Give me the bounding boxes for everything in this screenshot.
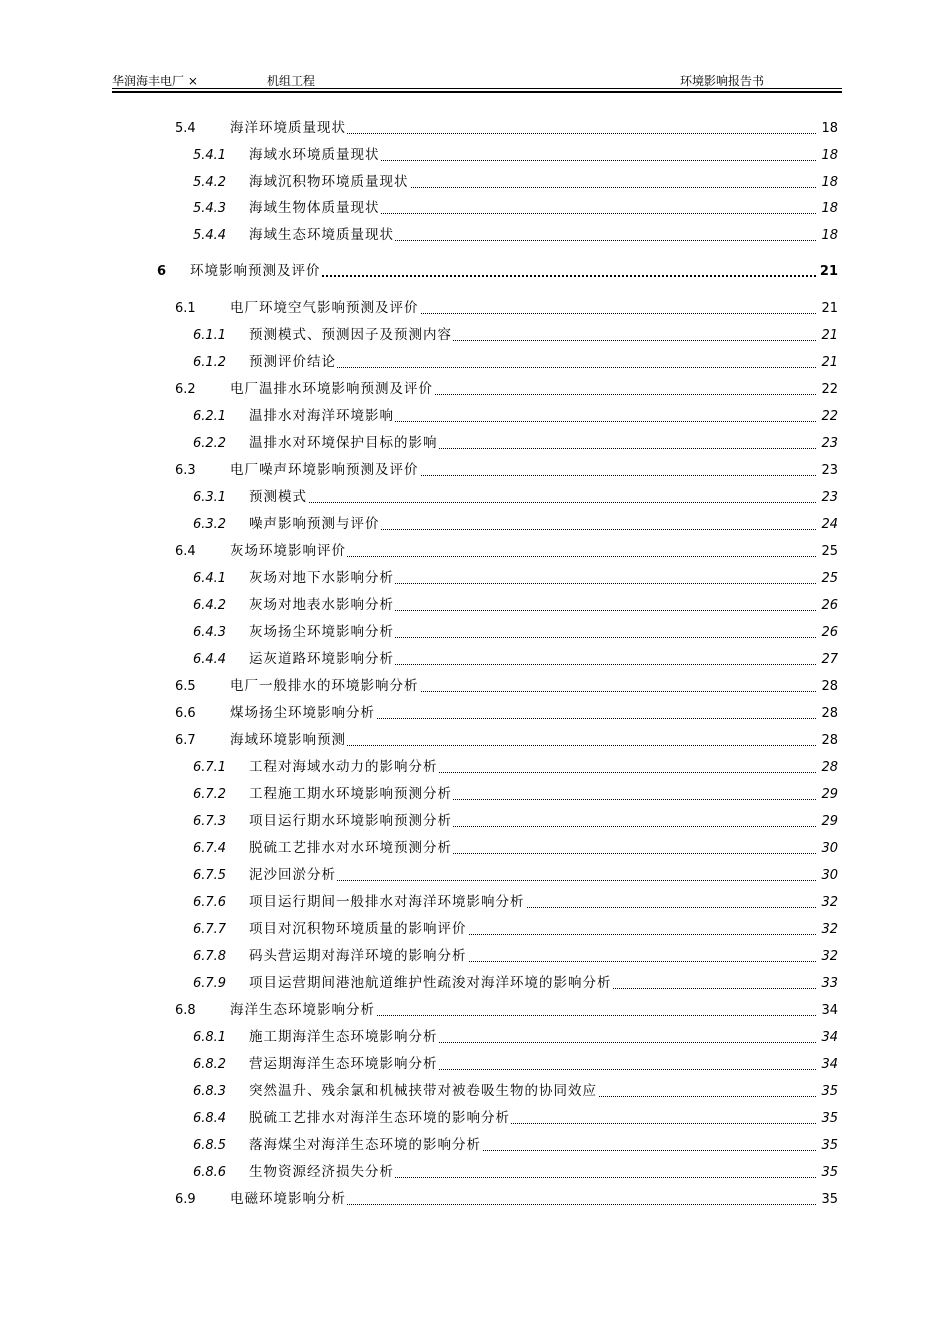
- toc-entry-page: 33: [821, 976, 838, 991]
- toc-entry-page: 25: [821, 571, 838, 586]
- toc-entry-number: 6.7.5: [193, 868, 227, 883]
- toc-entry-number: 6.7.3: [193, 814, 227, 829]
- toc-entry-number: 5.4.2: [193, 175, 227, 190]
- toc-entry-title: 电厂环境空气影响预测及评价: [230, 296, 420, 316]
- toc-entry-title: 噪声影响预测与评价: [249, 512, 381, 532]
- toc-entry-page: 35: [821, 1111, 838, 1126]
- toc-leader-dots: [249, 502, 816, 503]
- toc-entry-page: 23: [821, 463, 838, 478]
- toc-entry-number: 6.3.2: [193, 517, 227, 532]
- toc-entry-number: 6.4.4: [193, 652, 227, 667]
- toc-entry-page: 35: [821, 1084, 838, 1099]
- toc-entry[interactable]: [150, 890, 838, 912]
- toc-entry[interactable]: [150, 431, 838, 453]
- toc-entry-title: 煤场扬尘环境影响分析: [230, 701, 376, 721]
- toc-entry-page: 21: [821, 301, 838, 316]
- toc-entry[interactable]: [150, 223, 838, 245]
- toc-entry[interactable]: [150, 458, 838, 480]
- toc-entry-number: 6.7.9: [193, 976, 227, 991]
- toc-entry[interactable]: [150, 323, 838, 345]
- toc-entry-page: 23: [821, 490, 838, 505]
- toc-entry-page: 28: [821, 760, 838, 775]
- toc-entry-number: 6.7.1: [193, 760, 227, 775]
- toc-entry[interactable]: [150, 350, 838, 372]
- toc-entry-number: 6.1.1: [193, 328, 227, 343]
- toc-entry[interactable]: [150, 782, 838, 804]
- toc-entry-title: 落海煤尘对海洋生态环境的影响分析: [249, 1133, 482, 1153]
- toc-entry-number: 6.4.1: [193, 571, 227, 586]
- toc-entry-number: 5.4.3: [193, 201, 227, 216]
- toc-entry-page: 22: [821, 382, 838, 397]
- toc-entry-page: 28: [821, 733, 838, 748]
- toc-entry[interactable]: [150, 196, 838, 218]
- toc-entry[interactable]: [150, 1187, 838, 1209]
- toc-entry-page: 35: [821, 1138, 838, 1153]
- toc-entry-number: 6.7.7: [193, 922, 227, 937]
- toc-entry-number: 6: [157, 264, 167, 279]
- toc-entry[interactable]: [150, 539, 838, 561]
- toc-entry-title: 海域水环境质量现状: [249, 143, 381, 163]
- toc-entry-number: 6.4.2: [193, 598, 227, 613]
- toc-entry[interactable]: [150, 647, 838, 669]
- toc-entry-number: 6.8.1: [193, 1030, 227, 1045]
- toc-entry[interactable]: [150, 620, 838, 642]
- toc-entry-page: 32: [821, 922, 838, 937]
- toc-entry-title: 项目运行期水环境影响预测分析: [249, 809, 453, 829]
- toc-entry[interactable]: [150, 809, 838, 831]
- toc-entry[interactable]: [150, 1160, 838, 1182]
- toc-entry-title: 电厂噪声环境影响预测及评价: [230, 458, 420, 478]
- toc-entry-title: 突然温升、残余氯和机械挟带对被卷吸生物的协同效应: [249, 1079, 598, 1099]
- toc-entry-title: 项目运行期间一般排水对海洋环境影响分析: [249, 890, 526, 910]
- toc-entry[interactable]: [150, 836, 838, 858]
- toc-entry-title: 营运期海洋生态环境影响分析: [249, 1052, 439, 1072]
- toc-entry-number: 6.8.4: [193, 1111, 227, 1126]
- toc-entry-title: 码头营运期对海洋环境的影响分析: [249, 944, 468, 964]
- toc-entry-title: 灰场扬尘环境影响分析: [249, 620, 395, 640]
- toc-entry-title: 预测模式: [249, 485, 308, 505]
- toc-entry[interactable]: [150, 971, 838, 993]
- toc-entry-number: 6.2.2: [193, 436, 227, 451]
- toc-entry-title: 温排水对环境保护目标的影响: [249, 431, 439, 451]
- toc-entry-title: 脱硫工艺排水对海洋生态环境的影响分析: [249, 1106, 511, 1126]
- toc-entry-number: 6.8: [175, 1003, 196, 1018]
- toc-entry-page: 25: [821, 544, 838, 559]
- toc-entry-title: 脱硫工艺排水对水环境预测分析: [249, 836, 453, 856]
- toc-entry-title: 施工期海洋生态环境影响分析: [249, 1025, 439, 1045]
- toc-entry-title: 电厂温排水环境影响预测及评价: [230, 377, 434, 397]
- toc-entry[interactable]: [150, 998, 838, 1020]
- toc-entry-number: 6.3.1: [193, 490, 227, 505]
- toc-entry-page: 21: [821, 355, 838, 370]
- toc-entry-title: 海洋环境质量现状: [230, 116, 347, 136]
- toc-entry[interactable]: [150, 944, 838, 966]
- toc-entry-title: 预测评价结论: [249, 350, 337, 370]
- toc-entry-number: 5.4.1: [193, 148, 227, 163]
- toc-entry-number: 6.8.5: [193, 1138, 227, 1153]
- toc-entry-title: 预测模式、预测因子及预测内容: [249, 323, 453, 343]
- toc-entry-number: 6.7.6: [193, 895, 227, 910]
- toc-entry-page: 18: [821, 148, 838, 163]
- toc-entry-number: 6.6: [175, 706, 196, 721]
- toc-entry-title: 电磁环境影响分析: [230, 1187, 347, 1207]
- toc-entry-page: 18: [821, 201, 838, 216]
- toc-entry[interactable]: [150, 917, 838, 939]
- toc-entry[interactable]: [150, 296, 838, 318]
- toc-entry[interactable]: [150, 755, 838, 777]
- toc-entry-page: 24: [821, 517, 838, 532]
- toc-entry-page: 30: [821, 841, 838, 856]
- toc-entry-page: 35: [821, 1165, 838, 1180]
- toc-entry[interactable]: [150, 593, 838, 615]
- toc-entry-page: 22: [821, 409, 838, 424]
- toc-entry-page: 18: [821, 228, 838, 243]
- toc-entry-title: 灰场环境影响评价: [230, 539, 347, 559]
- toc-entry-page: 34: [821, 1003, 838, 1018]
- toc-entry-page: 30: [821, 868, 838, 883]
- toc-entry-title: 海域环境影响预测: [230, 728, 347, 748]
- toc-entry[interactable]: [150, 863, 838, 885]
- toc-entry-title: 海洋生态环境影响分析: [230, 998, 376, 1018]
- toc-entry-number: 6.7.2: [193, 787, 227, 802]
- toc-entry-number: 6.8.6: [193, 1165, 227, 1180]
- toc-entry-number: 6.2: [175, 382, 196, 397]
- toc-entry-number: 6.7.8: [193, 949, 227, 964]
- toc-entry[interactable]: [150, 1106, 838, 1128]
- toc-entry-title: 温排水对海洋环境影响: [249, 404, 395, 424]
- toc-entry[interactable]: [150, 259, 838, 281]
- toc-entry-number: 6.7.4: [193, 841, 227, 856]
- toc-entry-title: 项目对沉积物环境质量的影响评价: [249, 917, 468, 937]
- toc-entry-page: 26: [821, 625, 838, 640]
- toc-entry[interactable]: [150, 404, 838, 426]
- toc-entry[interactable]: [150, 485, 838, 507]
- toc-entry-page: 28: [821, 706, 838, 721]
- toc-entry-page: 28: [821, 679, 838, 694]
- toc-entry-number: 6.8.2: [193, 1057, 227, 1072]
- toc-entry[interactable]: [150, 728, 838, 750]
- toc-entry[interactable]: [150, 1079, 838, 1101]
- toc-entry-title: 电厂一般排水的环境影响分析: [230, 674, 420, 694]
- toc-entry-title: 灰场对地表水影响分析: [249, 593, 395, 613]
- toc-entry-title: 工程对海域水动力的影响分析: [249, 755, 439, 775]
- toc-entry-number: 6.8.3: [193, 1084, 227, 1099]
- header-right-text: 环境影响报告书: [680, 74, 765, 88]
- toc-entry-page: 29: [821, 814, 838, 829]
- toc-entry[interactable]: [150, 377, 838, 399]
- toc-entry[interactable]: [150, 170, 838, 192]
- toc-entry-number: 6.9: [175, 1192, 196, 1207]
- toc-entry-title: 海域沉积物环境质量现状: [249, 170, 410, 190]
- toc-entry-title: 泥沙回淤分析: [249, 863, 337, 883]
- toc-entry-page: 23: [821, 436, 838, 451]
- toc-entry[interactable]: [150, 1133, 838, 1155]
- toc-entry[interactable]: [150, 674, 838, 696]
- toc-entry-title: 海域生物体质量现状: [249, 196, 381, 216]
- toc-entry-number: 6.2.1: [193, 409, 227, 424]
- toc-entry-number: 6.1: [175, 301, 196, 316]
- toc-entry-page: 18: [821, 175, 838, 190]
- toc-entry-title: 灰场对地下水影响分析: [249, 566, 395, 586]
- toc-entry-page: 18: [821, 121, 838, 136]
- toc-entry-title: 海域生态环境质量现状: [249, 223, 395, 243]
- toc-entry-page: 27: [821, 652, 838, 667]
- toc-entry-number: 6.3: [175, 463, 196, 478]
- header-left-text: 华润海丰电厂 ×: [112, 74, 198, 88]
- toc-entry-title: 生物资源经济损失分析: [249, 1160, 395, 1180]
- toc-entry-page: 21: [819, 264, 838, 279]
- toc-entry-page: 32: [821, 949, 838, 964]
- toc-entry-number: 5.4.4: [193, 228, 227, 243]
- toc-entry[interactable]: [150, 701, 838, 723]
- toc-entry-number: 6.7: [175, 733, 196, 748]
- header-middle-text: 机组工程: [267, 74, 316, 88]
- toc-entry-number: 6.4: [175, 544, 196, 559]
- toc-entry[interactable]: [150, 116, 838, 138]
- toc-entry[interactable]: [150, 512, 838, 534]
- toc-entry-page: 21: [821, 328, 838, 343]
- toc-entry-title: 环境影响预测及评价: [190, 259, 322, 279]
- toc-entry-title: 项目运营期间港池航道维护性疏浚对海洋环境的影响分析: [249, 971, 613, 991]
- toc-entry-page: 34: [821, 1030, 838, 1045]
- toc-entry[interactable]: [150, 1025, 838, 1047]
- toc-entry[interactable]: [150, 143, 838, 165]
- toc-entry-page: 26: [821, 598, 838, 613]
- toc-entry-number: 5.4: [175, 121, 196, 136]
- toc-entry-title: 运灰道路环境影响分析: [249, 647, 395, 667]
- toc-entry[interactable]: [150, 566, 838, 588]
- toc-entry-page: 32: [821, 895, 838, 910]
- toc-entry-number: 6.5: [175, 679, 196, 694]
- toc-entry-number: 6.1.2: [193, 355, 227, 370]
- toc-entry-title: 工程施工期水环境影响预测分析: [249, 782, 453, 802]
- toc-entry-page: 34: [821, 1057, 838, 1072]
- toc-entry[interactable]: [150, 1052, 838, 1074]
- toc-entry-page: 29: [821, 787, 838, 802]
- toc-entry-page: 35: [821, 1192, 838, 1207]
- toc-entry-number: 6.4.3: [193, 625, 227, 640]
